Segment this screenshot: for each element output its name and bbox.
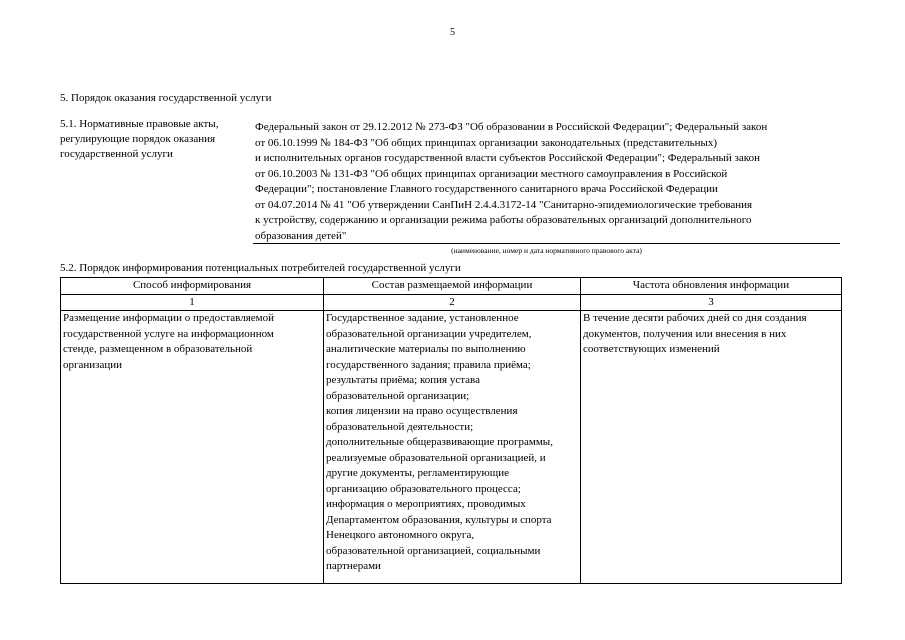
section-title: 5. Порядок оказания государственной услуги [60, 92, 272, 104]
legal-acts-text: Федеральный закон от 29.12.2012 № 273-ФЗ "Об образовании в Российской Федерации"; Федеральный закон от 06.10.1999 № 184-ФЗ "Об общих принципах организации законодательных (представительных) и исполнительных органов государственной власти субъектов Российской Федерации"; Федеральный закон от 06.10.2003 № 131-ФЗ "Об общих принципах организации местного самоуправления в Российской Федерации"; постановление Главного государственного санитарного врача Российской Федерации от 04.07.2014 № 41 "Об утверждении СанПиН 2.4.4.3172-14 "Санитарно-эпидемиологические требования к устройству, содержанию и организации режима работы образовательных организаций дополнительного образования детей" [255, 121, 768, 242]
column-number-3: 3 [581, 294, 842, 311]
column-number-2: 2 [324, 294, 581, 311]
table-row [61, 311, 842, 584]
legal-acts-underline [253, 243, 840, 244]
subsection-52-title: 5.2. Порядок информирования потенциальных потребителей государственной услуги [60, 262, 461, 274]
table-header-row [61, 278, 842, 295]
cell-content: Государственное задание, установленное образовательной организации учредителем, аналитические материалы по выполнению государственного задания; правила приёма; результаты приёма; копия устава образовательной организации; копия лицензии на право осуществления образовательной деятельности; дополнительные общеразвивающие программы, реализуемые образовательной организацией, и другие документы, регламентирующие организацию образовательного процесса; информация о мероприятиях, проводимых Департаментом образования, культуры и спорта Ненецкого автономного округа, образовательной организацией, социальными партнерами [324, 311, 581, 584]
header-frequency: Частота обновления информации [581, 278, 842, 295]
cell-frequency: В течение десяти рабочих дней со дня создания документов, получения или внесения в них соответствующих изменений [581, 311, 842, 584]
table-number-row [61, 294, 842, 311]
legal-acts-caption: (наименование, номер и дата нормативного правового акта) [451, 246, 642, 255]
cell-method: Размещение информации о предоставляемой государственной услуге на информационном стенде, размещенном в образовательной организации [61, 311, 324, 584]
page-number: 5 [450, 27, 455, 38]
header-content: Состав размещаемой информации [324, 278, 581, 295]
subsection-51-label: 5.1. Нормативные правовые акты, регулирующие порядок оказания государственной услуги [60, 118, 219, 160]
information-table [60, 277, 842, 584]
header-method: Способ информирования [61, 278, 324, 295]
column-number-1: 1 [61, 294, 324, 311]
